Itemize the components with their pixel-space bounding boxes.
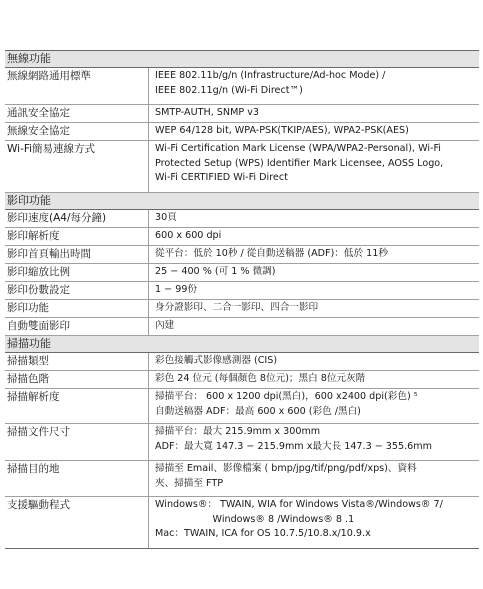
section-header: 無線功能 [5, 51, 479, 68]
spec-row [5, 105, 479, 123]
spec-label: 無線網路通用標準 [7, 70, 91, 82]
spec-value-line: 從平台：低於 10秒 / 從自動送稿器 (ADF)：低於 11秒 [155, 248, 388, 259]
spec-label: 影印速度(A4/每分鐘) [7, 212, 107, 224]
spec-value-line: 25 − 400 % (可 1 % 微調) [155, 266, 276, 277]
spec-value-line: 彩色 24 位元 (每個顏色 8位元)；黑白 8位元灰階 [155, 373, 366, 384]
spec-row [5, 264, 479, 282]
spec-row [5, 318, 479, 336]
spec-value [148, 210, 479, 227]
spec-value-line: 掃描平台： 600 x 1200 dpi(黑白)，600 x2400 dpi(彩色) ⁵ [155, 391, 418, 402]
spec-value-line: 掃描平台：最大 215.9mm x 300mm [155, 426, 321, 437]
spec-value [148, 424, 479, 460]
spec-table [5, 50, 479, 549]
spec-value-line: WEP 64/128 bit, WPA-PSK(TKIP/AES), WPA2-PSK(AES) [155, 125, 409, 136]
spec-value [148, 228, 479, 245]
spec-row [5, 497, 479, 549]
spec-label: 影印功能 [7, 302, 49, 314]
spec-label: Wi-Fi簡易連線方式 [7, 143, 96, 155]
spec-value-line: 600 x 600 dpi [155, 230, 222, 241]
spec-label: 無線安全協定 [7, 125, 70, 137]
spec-value [148, 318, 479, 335]
spec-label: 掃描解析度 [7, 391, 60, 403]
spec-value-line: Wi-Fi CERTIFIED Wi-Fi Direct [155, 172, 288, 183]
spec-label: 影印份數設定 [7, 284, 70, 296]
spec-row [5, 68, 479, 105]
spec-label: 掃描目的地 [7, 463, 60, 475]
spec-label: 影印首頁輸出時間 [7, 248, 91, 260]
spec-label: 支援驅動程式 [7, 499, 70, 511]
spec-label: 通訊安全協定 [7, 107, 70, 119]
spec-value [148, 371, 479, 388]
spec-row [5, 389, 479, 424]
spec-value-line: 夾、掃描至 FTP [155, 477, 224, 489]
spec-value [148, 389, 479, 423]
spec-value-line: Mac：TWAIN, ICA for OS 10.7.5/10.8.x/10.9.x [155, 528, 371, 539]
spec-row [5, 246, 479, 264]
section-header: 掃描功能 [5, 336, 479, 353]
spec-value-line: 1 − 99份 [155, 284, 198, 295]
spec-value [148, 353, 479, 370]
spec-row [5, 353, 479, 371]
spec-value-line: IEEE 802.11g/n (Wi-Fi Direct™) [155, 84, 303, 96]
spec-value-line: IEEE 802.11b/g/n (Infrastructure/Ad-hoc Mode) / [155, 70, 386, 81]
spec-value [148, 497, 479, 548]
spec-row [5, 300, 479, 318]
spec-value [148, 123, 479, 140]
spec-row [5, 282, 479, 300]
spec-value-line: 內建 [155, 320, 175, 331]
spec-value [148, 282, 479, 299]
spec-label: 掃描色階 [7, 373, 49, 385]
spec-row [5, 228, 479, 246]
spec-row [5, 141, 479, 193]
spec-value-line: Windows®： TWAIN, WIA for Windows Vista®/Windows® 7/ [155, 499, 443, 510]
spec-value [148, 246, 479, 263]
spec-label: 影印解析度 [7, 230, 60, 242]
section-header: 影印功能 [5, 193, 479, 210]
spec-value-line: Protected Setup (WPS) Identifier Mark Licensee, AOSS Logo, [155, 157, 444, 169]
spec-value [148, 141, 479, 192]
spec-value-line: 掃描至 Email、影像檔案 ( bmp/jpg/tif/png/pdf/xps)、資料 [155, 463, 417, 474]
spec-value-line: ADF：最大寬 147.3 − 215.9mm x最大長 147.3 − 355.6mm [155, 440, 432, 452]
spec-value [148, 264, 479, 281]
spec-value-line: Windows® 8 /Windows® 8 .1 [155, 513, 355, 525]
spec-value [148, 461, 479, 496]
spec-value-line: SMTP-AUTH, SNMP v3 [155, 107, 259, 118]
spec-label: 掃描類型 [7, 355, 49, 367]
spec-value-line: 30頁 [155, 212, 177, 223]
spec-value [148, 300, 479, 317]
spec-label: 自動雙面影印 [7, 320, 70, 332]
spec-value-line: 彩色接觸式影像感測器 (CIS) [155, 355, 278, 366]
spec-value [148, 68, 479, 104]
spec-value-line: Wi-Fi Certification Mark License (WPA/WPA2-Personal), Wi-Fi [155, 143, 441, 154]
spec-value-line: 身分證影印、二合一影印、四合一影印 [155, 302, 319, 313]
spec-label: 影印縮放比例 [7, 266, 70, 278]
spec-row [5, 424, 479, 461]
spec-label: 掃描文件尺寸 [7, 426, 70, 438]
spec-row [5, 123, 479, 141]
spec-row [5, 371, 479, 389]
spec-value-line: 自動送稿器 ADF：最高 600 x 600 (彩色 /黑白) [155, 405, 361, 417]
spec-row [5, 461, 479, 497]
spec-value [148, 105, 479, 122]
spec-row [5, 210, 479, 228]
